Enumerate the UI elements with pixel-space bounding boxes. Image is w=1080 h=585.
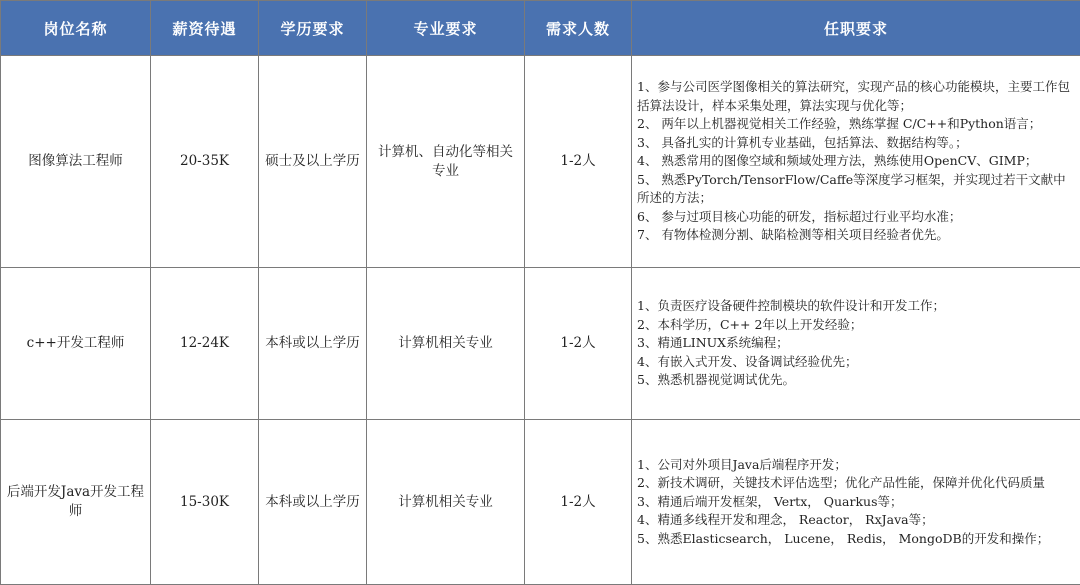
education-cell: 硕士及以上学历 [259,56,367,268]
headcount-cell: 1-2人 [525,56,632,268]
table-row [1,420,1080,585]
requirement-item: 5、熟悉Elasticsearch， Lucene， Redis， MongoDB的开发和操作； [637,530,1050,546]
header-headcount: 需求人数 [525,1,632,56]
requirements-cell [632,56,1080,268]
header-salary: 薪资待遇 [151,1,259,56]
requirements-cell [632,420,1080,585]
position-name-cell: 图像算法工程师 [1,56,151,268]
requirement-item: 4、精通多线程开发和理念， Reactor， RxJava等； [637,512,934,528]
education-cell: 本科或以上学历 [259,420,367,585]
requirement-item: 5、熟悉机器视觉调试优先。 [637,372,795,388]
header-position-name: 岗位名称 [1,1,151,56]
position-name-cell: 后端开发Java开发工程师 [1,420,151,585]
salary-cell: 20-35K [151,56,259,268]
requirements-cell [632,268,1080,420]
header-row [1,1,1080,56]
requirement-item: 1、参与公司医学图像相关的算法研究，实现产品的核心功能模块，主要工作包括算法设计，样本采集处理，算法实现与优化等； [637,79,1070,113]
table-row [1,56,1080,268]
major-cell: 计算机相关专业 [367,268,525,420]
salary-cell: 15-30K [151,420,259,585]
position-name-cell: c++开发工程师 [1,268,151,420]
requirement-item: 3、精通LINUX系统编程； [637,335,789,351]
requirement-item: 7、 有物体检测分割、缺陷检测等相关项目经验者优先。 [637,227,949,243]
salary-cell: 12-24K [151,268,259,420]
header-major: 专业要求 [367,1,525,56]
table-row [1,268,1080,420]
requirement-item: 6、 参与过项目核心功能的研发，指标超过行业平均水准； [637,208,962,224]
requirement-item: 3、精通后端开发框架， Vertx， Quarkus等； [637,493,903,509]
headcount-cell: 1-2人 [525,268,632,420]
major-cell: 计算机、自动化等相关专业 [367,56,525,268]
education-cell: 本科或以上学历 [259,268,367,420]
requirement-item: 2、新技术调研，关键技术评估选型；优化产品性能，保障并优化代码质量 [637,475,1045,491]
header-education: 学历要求 [259,1,367,56]
requirement-item: 4、有嵌入式开发、设备调试经验优先； [637,353,858,369]
headcount-cell: 1-2人 [525,420,632,585]
major-cell: 计算机相关专业 [367,420,525,585]
header-requirements: 任职要求 [632,1,1080,56]
requirement-item: 4、 熟悉常用的图像空域和频域处理方法，熟练使用OpenCV、GIMP； [637,153,1038,169]
requirement-item: 1、公司对外项目Java后端程序开发； [637,456,847,472]
requirement-item: 3、 具备扎实的计算机专业基础，包括算法、数据结构等。； [637,134,968,150]
requirement-item: 1、负责医疗设备硬件控制模块的软件设计和开发工作； [637,298,945,314]
requirement-item: 2、 两年以上机器视觉相关工作经验，熟练掌握 C/C++和Python语言； [637,116,1042,132]
requirement-item: 5、 熟悉PyTorch/TensorFlow/Caffe等深度学习框架，并实现过若干文献中所述的方法； [637,171,1066,206]
requirement-item: 2、本科学历，C++ 2年以上开发经验； [637,316,863,332]
